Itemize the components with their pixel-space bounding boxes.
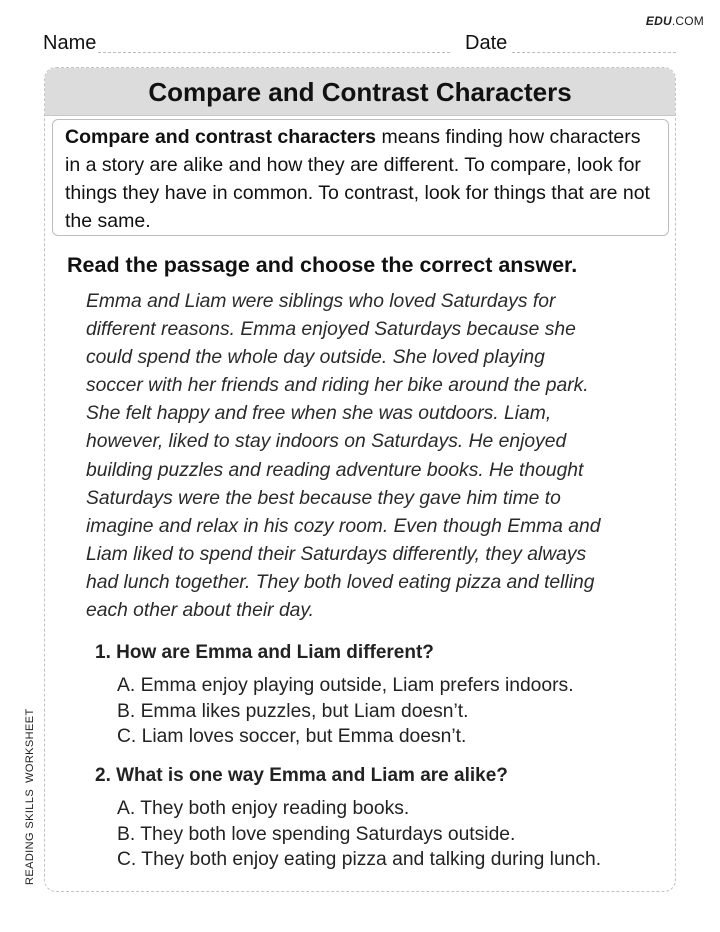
passage-line: each other about their day. [86,600,314,622]
answer-option-1b[interactable]: B. Emma likes puzzles, but Liam doesn’t. [117,700,469,722]
passage-line: could spend the whole day outside. She loved playing [86,347,545,369]
worksheet-card [44,67,676,892]
passage-line: however, liked to stay indoors on Saturdays. He enjoyed [86,431,567,453]
date-field[interactable] [512,52,676,53]
question-2: 2. What is one way Emma and Liam are alike? [95,765,508,786]
reading-passage [86,288,656,625]
passage-line: Saturdays were the best because they gave him time to [86,487,561,509]
brand-logo [646,14,704,28]
side-label-type: WORKSHEET [24,708,36,783]
answer-option-2b[interactable]: B. They both love spending Saturdays outside. [117,823,516,845]
passage-line: building puzzles and reading adventure books. He thought [86,459,584,481]
brand-logo-suffix: .COM [671,14,704,28]
passage-line: imagine and relax in his cozy room. Even though Emma and [86,515,601,537]
passage-line: different reasons. Emma enjoyed Saturdays because she [86,319,576,341]
worksheet-title: Compare and Contrast Characters [45,68,675,116]
answer-option-2c[interactable]: C. They both enjoy eating pizza and talking during lunch. [117,849,602,870]
side-label [24,708,36,885]
answer-option-1a[interactable]: A. Emma enjoy playing outside, Liam prefers indoors. [117,675,574,696]
definition-text: means finding how characters in a story are alike and how they are different. To compare, look for things they have in common. To contrast, look for things that are not the same. [65,126,650,232]
name-label: Name [43,32,97,54]
passage-line: Emma and Liam were siblings who loved Saturdays for [86,291,556,312]
answer-option-1c[interactable]: C. Liam loves soccer, but Emma doesn’t. [117,726,467,747]
brand-logo-bold: EDU [645,14,672,28]
side-label-skill: READING SKILLS [24,788,36,885]
definition-box [52,119,669,236]
question-1: 1. How are Emma and Liam different? [95,642,434,663]
passage-line: had lunch together. They both loved eating pizza and telling [86,571,595,593]
name-field[interactable] [98,52,450,53]
question-2-options [117,796,601,873]
question-1-options [117,673,574,750]
answer-option-2a[interactable]: A. They both enjoy reading books. [117,798,410,819]
passage-line: Liam liked to spend their Saturdays differently, they always [86,543,587,565]
passage-line: soccer with her friends and riding her bike around the park. [86,375,589,397]
instructions: Read the passage and choose the correct answer. [67,253,578,277]
passage-line: She felt happy and free when she was outdoors. Liam, [86,403,552,425]
date-label: Date [465,32,508,54]
definition-term: Compare and contrast characters [65,126,377,148]
